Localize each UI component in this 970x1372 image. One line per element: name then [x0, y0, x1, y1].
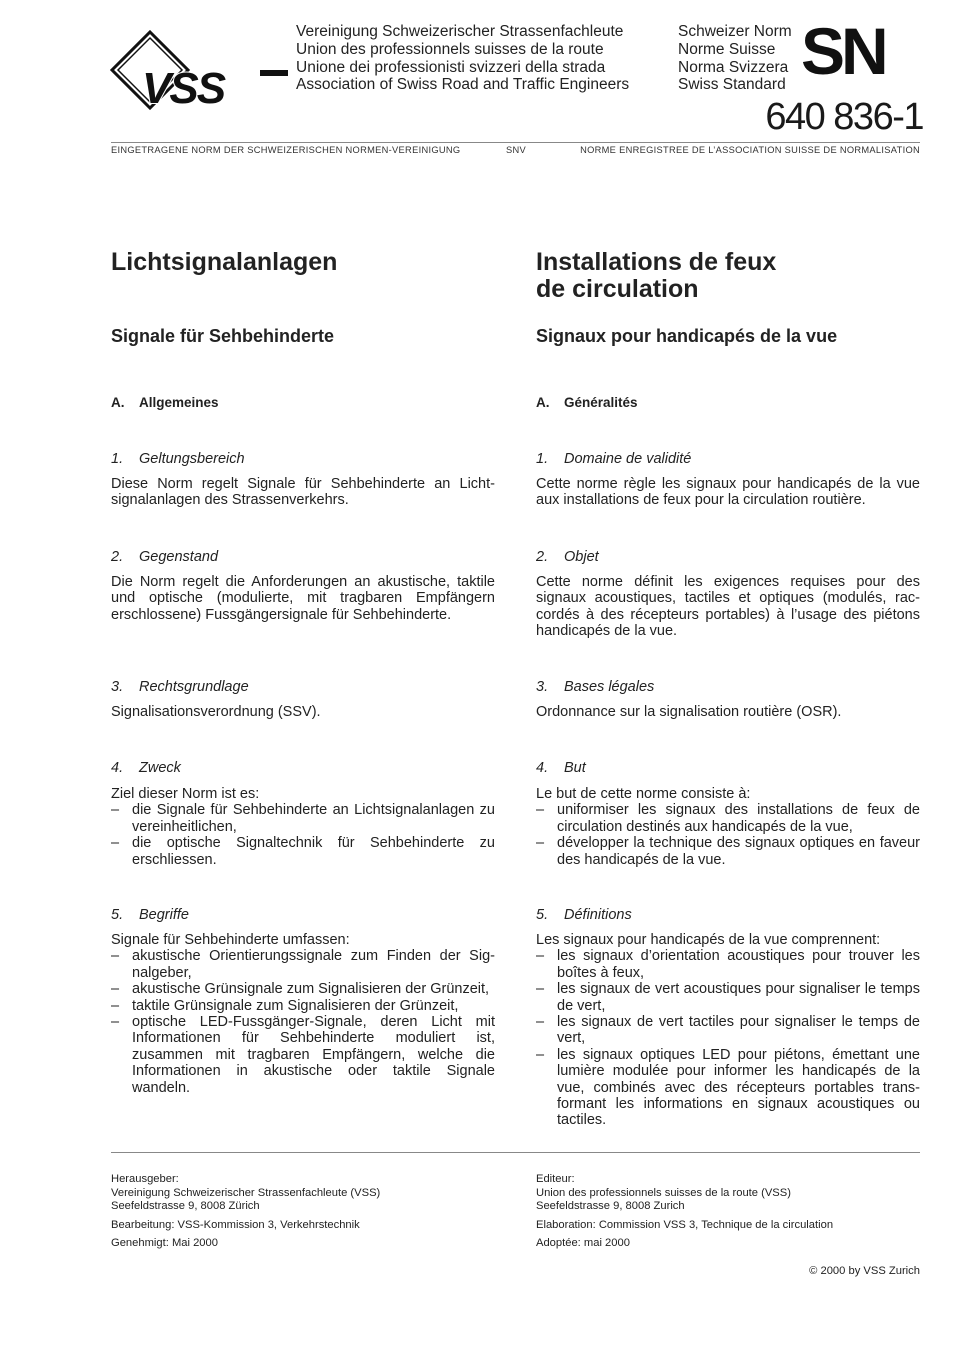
footer-fr [536, 1173, 920, 1251]
section-title: Généralités [564, 395, 638, 410]
org-name-fr: Union des professionnels suisses de la route [296, 40, 604, 58]
heading-1-de [111, 451, 495, 467]
paragraph-5-fr [536, 932, 920, 1129]
heading-title: Zweck [139, 760, 181, 776]
dash-list [536, 948, 920, 1128]
heading-number: 2. [536, 549, 549, 565]
footer-rule [111, 1152, 920, 1153]
heading-2-fr [536, 549, 920, 565]
section-number: A. [536, 395, 550, 410]
std-name-en: Swiss Standard [678, 76, 786, 94]
heading-number: 1. [111, 451, 124, 467]
title-fr [536, 249, 920, 303]
registration-left: EINGETRAGENE NORM DER SCHWEIZERISCHEN NORMEN-VEREINIGUNG [111, 145, 461, 155]
heading-number: 2. [111, 549, 124, 565]
title-fr-line-2: de circulation [536, 275, 699, 303]
paragraph-1-de: Diese Norm regelt Signale für Sehbehinderte an Lichtsignalanlagen des Strassenverkehrs. [111, 476, 495, 509]
list-item: – uniformiser les signaux des installations de feux de circulation destinés aux handicapés de la vue, [536, 802, 920, 835]
heading-5-de [111, 907, 495, 923]
approval-date: Genehmigt: Mai 2000 [111, 1237, 218, 1250]
subtitle-fr: Signaux pour handicapés de la vue [536, 326, 838, 346]
section-number: A. [111, 395, 125, 410]
dash-list [111, 802, 495, 868]
heading-title: Gegenstand [139, 549, 219, 565]
footer-de [111, 1173, 495, 1251]
document-number: 640 836-1 [765, 96, 923, 138]
sn-logo-text: SN [803, 22, 885, 76]
editing-info: Elaboration: Commission VSS 3, Technique de la circulation [536, 1218, 834, 1231]
section-title: Allgemeines [139, 395, 219, 410]
publisher-label: Herausgeber: [111, 1173, 179, 1185]
heading-title: But [564, 760, 586, 776]
dash-list [536, 802, 920, 868]
std-name-it: Norma Svizzera [678, 58, 789, 76]
heading-3-fr [536, 679, 920, 695]
registration-right: NORME ENREGISTREE DE L’ASSOCIATION SUISSE DE NORMALISATION [580, 145, 920, 155]
heading-title: Définitions [564, 907, 632, 923]
list-intro: Ziel dieser Norm ist es: [111, 786, 260, 802]
section-a-de [111, 395, 495, 410]
organisation-names [296, 23, 666, 94]
header-rule [111, 142, 920, 143]
vss-logo [110, 30, 290, 112]
vss-logo-text: VSS [142, 64, 225, 112]
publisher-name: Vereinigung Schweizerischer Strassenfachleute (VSS) [111, 1186, 381, 1199]
heading-4-fr [536, 760, 920, 776]
heading-4-de [111, 760, 495, 776]
paragraph-2-de: Die Norm regelt die Anforderungen an akustische, taktile und optische (modulierte, mit tragbaren Empfängern erschlossene) Fussgängersignale für Sehbehinderte. [111, 574, 495, 623]
heading-3-de [111, 679, 495, 695]
list-item: – développer la technique des signaux optiques en faveur des handicapés de la vue. [536, 835, 920, 868]
paragraph-1-fr: Cette norme règle les signaux pour handicapés de la vue aux installations de feux pour la circulation routière. [536, 476, 920, 509]
list-item: – les signaux de vert tactiles pour signaliser le temps de vert, [536, 1014, 920, 1047]
title-de: Lichtsignalanlagen [111, 248, 338, 276]
paragraph-3-de: Signalisationsverordnung (SSV). [111, 704, 321, 720]
list-intro: Signale für Sehbehinderte umfassen: [111, 932, 350, 948]
list-item: – die Signale für Sehbehinderte an Lichtsignalanlagen zu vereinheitlichen, [111, 802, 495, 835]
paragraph-3-fr: Ordonnance sur la signalisation routière (OSR). [536, 704, 842, 720]
list-item: – les signaux d’orientation acoustiques pour trouver les boîtes à feux, [536, 948, 920, 981]
heading-number: 3. [111, 679, 124, 695]
heading-1-fr [536, 451, 920, 467]
heading-number: 3. [536, 679, 549, 695]
list-item: – les signaux de vert acoustiques pour signaliser le temps de vert, [536, 981, 920, 1014]
dash-list [111, 948, 495, 1096]
publisher-label: Editeur: [536, 1173, 575, 1185]
copyright: © 2000 by VSS Zurich [809, 1265, 920, 1277]
publisher-address: Seefeldstrasse 9, 8008 Zürich [111, 1200, 260, 1213]
heading-number: 4. [536, 760, 549, 776]
org-name-de: Vereinigung Schweizerischer Strassenfachleute [296, 23, 624, 40]
section-a-fr [536, 395, 920, 410]
heading-number: 5. [111, 907, 124, 923]
editing-info: Bearbeitung: VSS-Kommission 3, Verkehrstechnik [111, 1218, 360, 1231]
paragraph-4-de [111, 786, 495, 868]
std-name-de: Schweizer Norm [678, 23, 792, 40]
org-name-en: Association of Swiss Road and Traffic Engineers [296, 76, 630, 94]
paragraph-4-fr [536, 786, 920, 868]
list-item: – akustische Orientierungssignale zum Finden der Signalgeber, [111, 948, 495, 981]
heading-title: Begriffe [139, 907, 189, 923]
list-item: – taktile Grünsignale zum Signalisieren der Grünzeit, [111, 998, 495, 1014]
approval-date: Adoptée: mai 2000 [536, 1237, 630, 1250]
list-item: – les signaux optiques LED pour piétons, émettant une lumière modulée pour informer les handicapés de la vue, combinés avec des récepteurs portables transformant les informations en signaux acoustiques ou tactiles. [536, 1047, 920, 1129]
heading-number: 5. [536, 907, 549, 923]
heading-title: Rechtsgrundlage [139, 679, 249, 695]
std-name-fr: Norme Suisse [678, 40, 776, 58]
heading-title: Domaine de validité [564, 451, 692, 467]
publisher-name: Union des professionnels suisses de la route (VSS) [536, 1186, 791, 1199]
subtitle-de: Signale für Sehbehinderte [111, 326, 335, 346]
heading-title: Objet [564, 549, 599, 565]
heading-title: Bases légales [564, 679, 655, 695]
heading-2-de [111, 549, 495, 565]
paragraph-5-de [111, 932, 495, 1096]
list-item: – die optische Signaltechnik für Sehbehinderte zu erschliessen. [111, 835, 495, 868]
heading-number: 1. [536, 451, 549, 467]
list-item: – optische LED-Fussgänger-Signale, deren Licht mit Informationen für Sehbehinderte moduliert ist, zusammen mit tragbaren Empfängern, welche die Informationen in akustische oder taktile Signale wandeln. [111, 1014, 495, 1096]
heading-5-fr [536, 907, 920, 923]
sn-logo [803, 22, 921, 76]
org-name-it: Unione dei professionisti svizzeri della strada [296, 58, 606, 76]
list-item: – akustische Grünsignale zum Signalisieren der Grünzeit, [111, 981, 495, 997]
list-intro: Les signaux pour handicapés de la vue comprennent: [536, 932, 881, 948]
paragraph-2-fr: Cette norme définit les exigences requises pour des signaux acoustiques, tactiles et optiques (modulés, raccordés à des récepteurs portables) à l’usage des piétons handicapés de la vue. [536, 574, 920, 640]
list-intro: Le but de cette norme consiste à: [536, 786, 751, 802]
publisher-address: Seefeldstrasse 9, 8008 Zurich [536, 1200, 685, 1213]
title-fr-line-1: Installations de feux [536, 248, 777, 276]
registration-mid: SNV [506, 145, 527, 155]
heading-title: Geltungsbereich [139, 451, 245, 467]
heading-number: 4. [111, 760, 124, 776]
standard-names [678, 23, 808, 94]
